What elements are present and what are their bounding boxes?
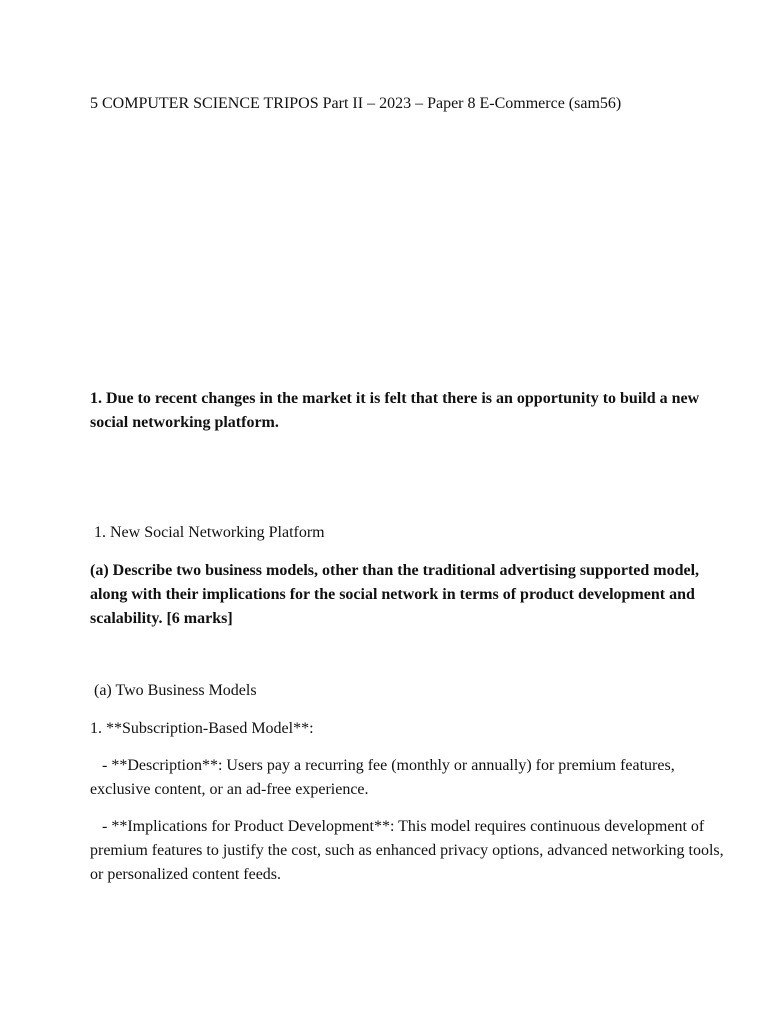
answer-heading-a: (a) Two Business Models xyxy=(94,682,257,699)
business-model-1-description: - **Description**: Users pay a recurring fee (monthly or annually) for premium features, exclusive content, or an ad-free experience. xyxy=(90,757,675,798)
question-1-text: 1. Due to recent changes in the market it is felt that there is an opportunity to build a new social networking platform. xyxy=(90,390,700,431)
question-a-text: (a) Describe two business models, other than the traditional advertising supported model, along with their implications for the social network in terms of product development and scalability. [6 marks] xyxy=(90,562,700,627)
business-model-1-title: 1. **Subscription-Based Model**: xyxy=(90,720,314,737)
page-header: 5 COMPUTER SCIENCE TRIPOS Part II – 2023 – Paper 8 E-Commerce (sam56) xyxy=(90,95,622,112)
answer-heading-1: 1. New Social Networking Platform xyxy=(94,524,325,541)
business-model-1-implications: - **Implications for Product Development**: This model requires continuous development of premium features to justify the cost, such as enhanced privacy options, advanced networking tools, or personalized content feeds. xyxy=(90,818,724,883)
